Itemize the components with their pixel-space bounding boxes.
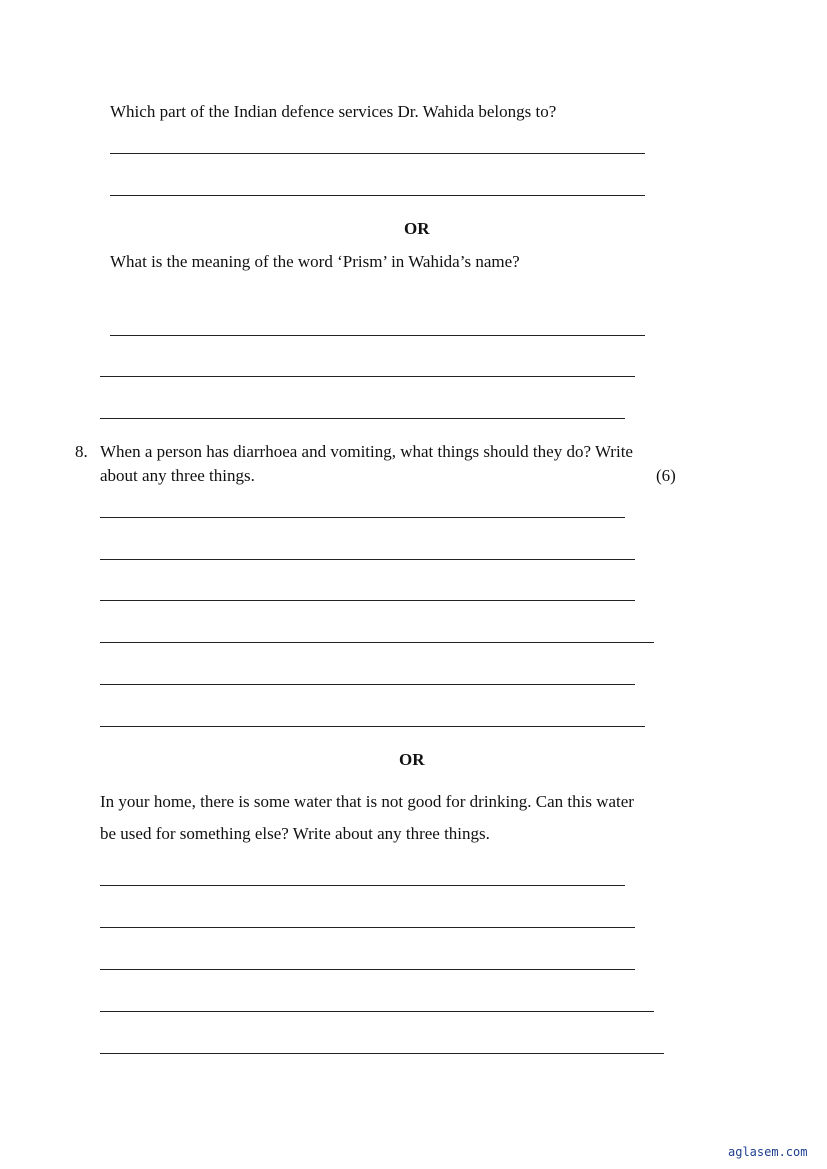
answer-line — [100, 1011, 654, 1012]
q8-question-line-2: about any three things. — [100, 466, 255, 485]
answer-line — [100, 418, 625, 419]
answer-line — [100, 885, 625, 886]
answer-line — [100, 969, 635, 970]
answer-line — [100, 517, 625, 518]
or-separator: OR — [399, 750, 425, 769]
answer-line — [100, 1053, 664, 1054]
q7-alt-question-text: What is the meaning of the word ‘Prism’ in Wahida’s name? — [110, 252, 520, 271]
question-number: 8. — [75, 442, 88, 461]
answer-line — [110, 335, 645, 336]
answer-line — [100, 927, 635, 928]
answer-line — [100, 376, 635, 377]
marks-label: (6) — [656, 466, 676, 485]
answer-line — [110, 195, 645, 196]
watermark: aglasem.com — [728, 1145, 808, 1159]
answer-line — [100, 559, 635, 560]
answer-line — [100, 726, 645, 727]
answer-line — [100, 600, 635, 601]
q7-question-text: Which part of the Indian defence services Dr. Wahida belongs to? — [110, 102, 557, 121]
q8-alt-question-line-2: be used for something else? Write about any three things. — [100, 824, 490, 843]
or-separator: OR — [404, 219, 430, 238]
q8-question-line-1: When a person has diarrhoea and vomiting, what things should they do? Write — [100, 442, 633, 461]
answer-line — [100, 684, 635, 685]
answer-line — [110, 153, 645, 154]
answer-line — [100, 642, 654, 643]
q8-alt-question-line-1: In your home, there is some water that is not good for drinking. Can this water — [100, 792, 634, 811]
